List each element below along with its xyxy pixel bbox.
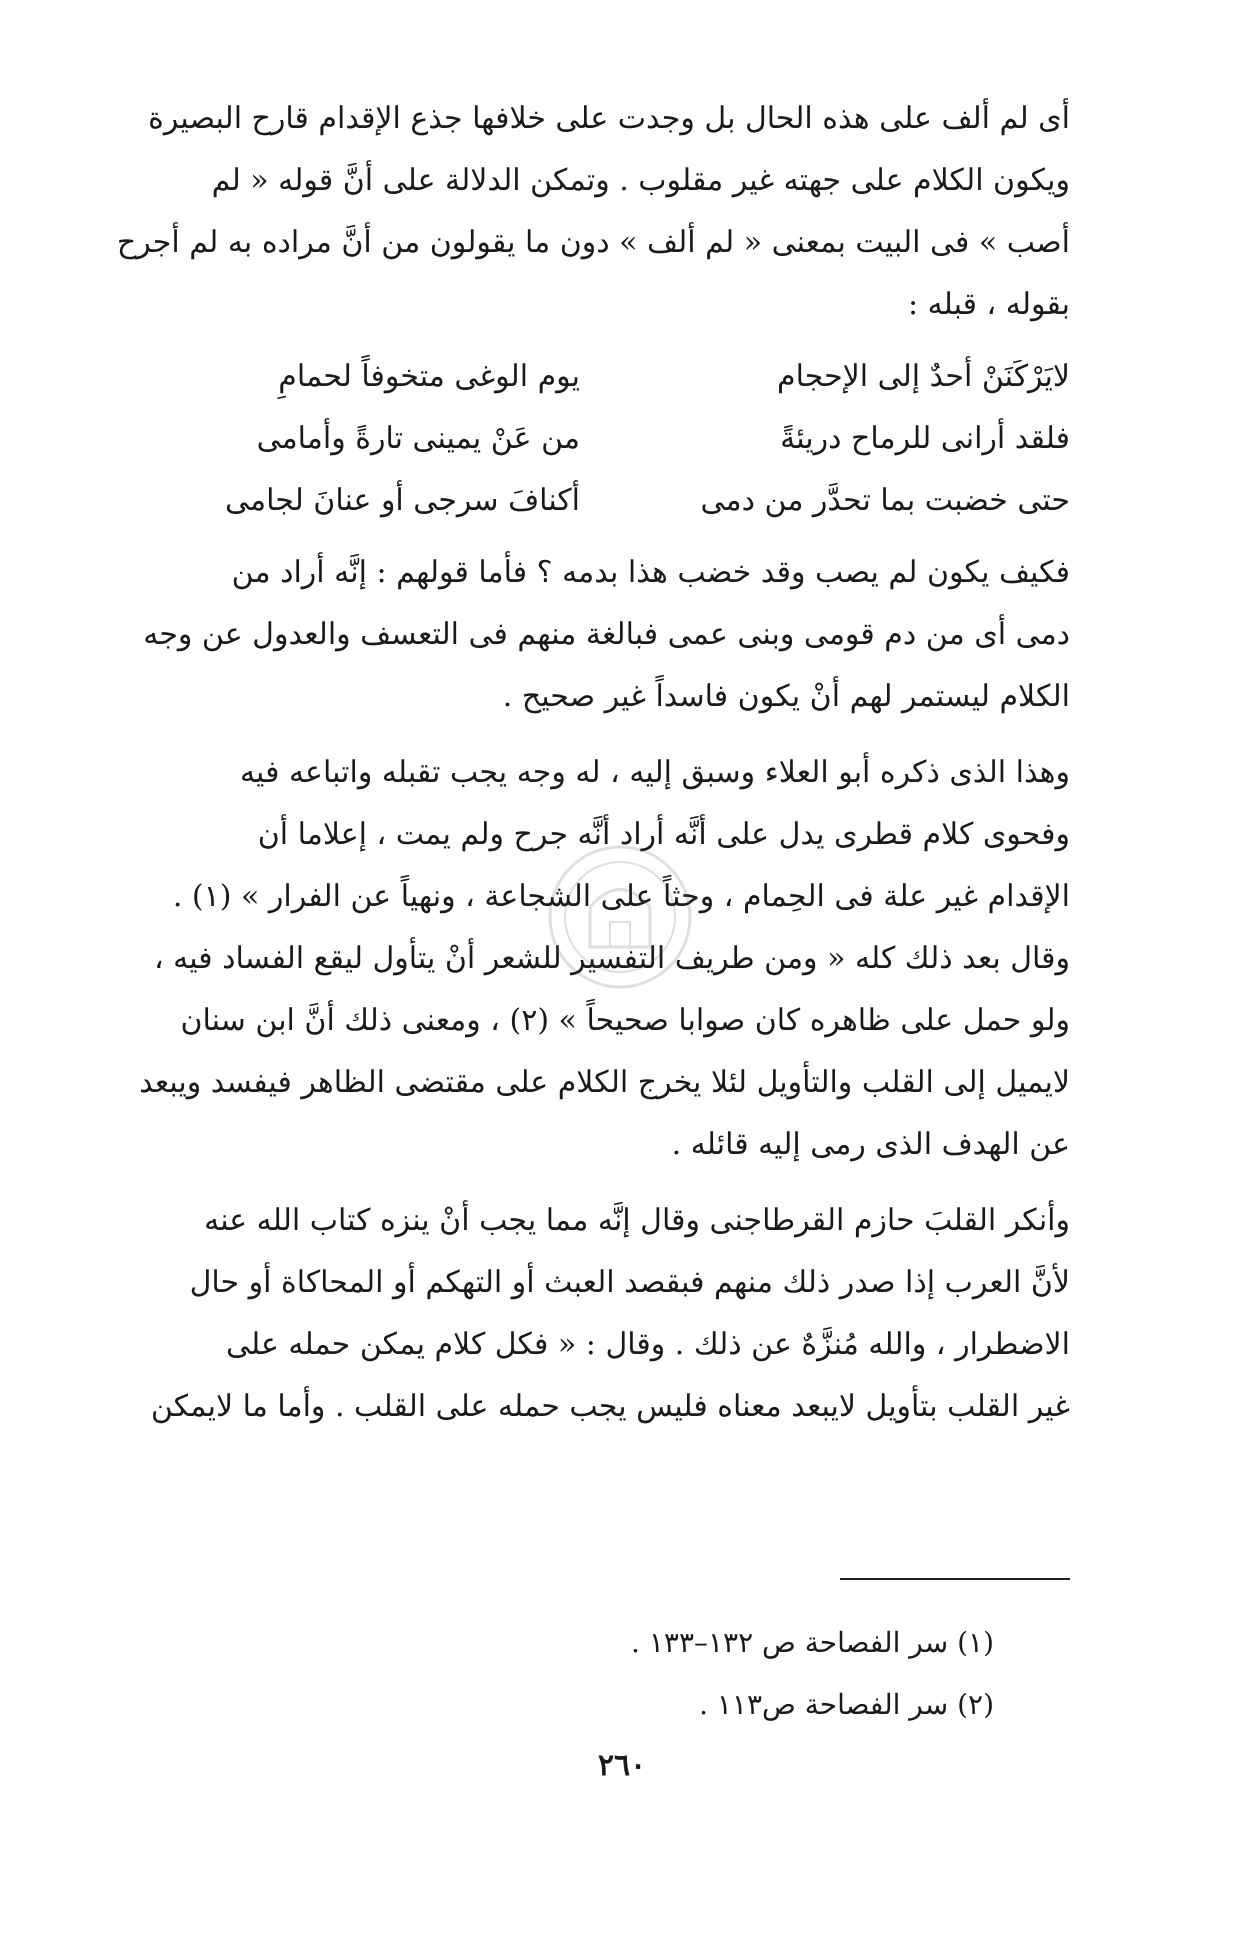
verse-second-hemistich: يوم الوغى متخوفاً لحمامِ [278, 359, 580, 394]
text-line: دمى أى من دم قومى وبنى عمى فبالغة منهم فى التعسف والعدول عن وجه [143, 617, 1070, 652]
text-line: ويكون الكلام على جهته غير مقلوب . وتمكن الدلالة على أنَّ قوله « لم [211, 163, 1070, 198]
text-line: الإقدام غير علة فى الحِمام ، وحثاً على الشجاعة ، ونهياً عن الفرار » (١) . [172, 879, 1070, 914]
text-line: وفحوى كلام قطرى يدل على أنَّه أراد أنَّه جرح ولم يمت ، إعلاما أن [257, 817, 1070, 852]
poem-verse [140, 346, 1070, 408]
text-line: غير القلب بتأويل لايبعد معناه فليس يجب حمله على القلب . وأما ما لايمكن [150, 1389, 1070, 1424]
footnotes [631, 1612, 994, 1736]
verse-first-hemistich: حتى خضبت بما تحدَّر من دمى [700, 483, 1070, 518]
verse-second-hemistich: من عَنْ يمينى تارةً وأمامى [256, 421, 580, 456]
library-stamp-watermark [545, 842, 695, 992]
text-line: وأنكر القلبَ حازم القرطاجنى وقال إنَّه مما يجب أنْ ينزه كتاب الله عنه [204, 1203, 1070, 1238]
text-line: الاضطرار ، والله مُنزَّهٌ عن ذلك . وقال : « فكل كلام يمكن حمله على [226, 1327, 1070, 1362]
text-line: فكيف يكون لم يصب وقد خضب هذا بدمه ؟ فأما قولهم : إنَّه أراد من [231, 555, 1070, 590]
footnote-1: (١) سر الفصاحة ص ١٣٢–١٣٣ . [631, 1626, 994, 1659]
text-line: عن الهدف الذى رمى إليه قائله . [671, 1127, 1070, 1162]
text-line: الكلام ليستمر لهم أنْ يكون فاسداً غير صحيح . [502, 679, 1070, 714]
verse-first-hemistich: فلقد أرانى للرماح دريئةً [780, 421, 1070, 456]
text-line: ولو حمل على ظاهره كان صوابا صحيحاً » (٢) ، ومعنى ذلك أنَّ ابن سنان [180, 1003, 1070, 1038]
text-line: بقوله ، قبله : [907, 287, 1070, 322]
footnote-2: (٢) سر الفصاحة ص١١٣ . [699, 1688, 994, 1721]
footnote-separator [840, 1578, 1070, 1580]
verse-first-hemistich: لايَرْكَنَنْ أحدٌ إلى الإحجام [777, 359, 1070, 394]
text-line: أى لم ألف على هذه الحال بل وجدت على خلافها جذع الإقدام قارح البصيرة [148, 101, 1070, 136]
paragraph-1 [116, 88, 1070, 336]
text-line: وهذا الذى ذكره أبو العلاء وسبق إليه ، له وجه يجب تقبله واتباعه فيه [239, 755, 1070, 790]
poem-verse [140, 470, 1070, 532]
page-number: ٢٦٠ [597, 1748, 647, 1783]
paragraph-4 [140, 1190, 1070, 1438]
page-body [116, 88, 1070, 1438]
text-line: وقال بعد ذلك كله « ومن طريف التفسير للشعر أنْ يتأول ليقع الفساد فيه ، [153, 941, 1070, 976]
text-line: لايميل إلى القلب والتأويل لئلا يخرج الكلام على مقتضى الظاهر فيفسد ويبعد [139, 1065, 1070, 1100]
text-line: لأنَّ العرب إذا صدر ذلك منهم فبقصد العبث أو التهكم أو المحاكاة أو حال [189, 1265, 1070, 1300]
poem-block [140, 346, 1070, 532]
text-line: أصب » فى البيت بمعنى « لم ألف » دون ما يقولون من أنَّ مراده به لم أجرح [116, 225, 1070, 260]
paragraph-2 [140, 542, 1070, 728]
poem-verse [140, 408, 1070, 470]
verse-second-hemistich: أكنافَ سرجى أو عنانَ لجامى [225, 483, 580, 518]
